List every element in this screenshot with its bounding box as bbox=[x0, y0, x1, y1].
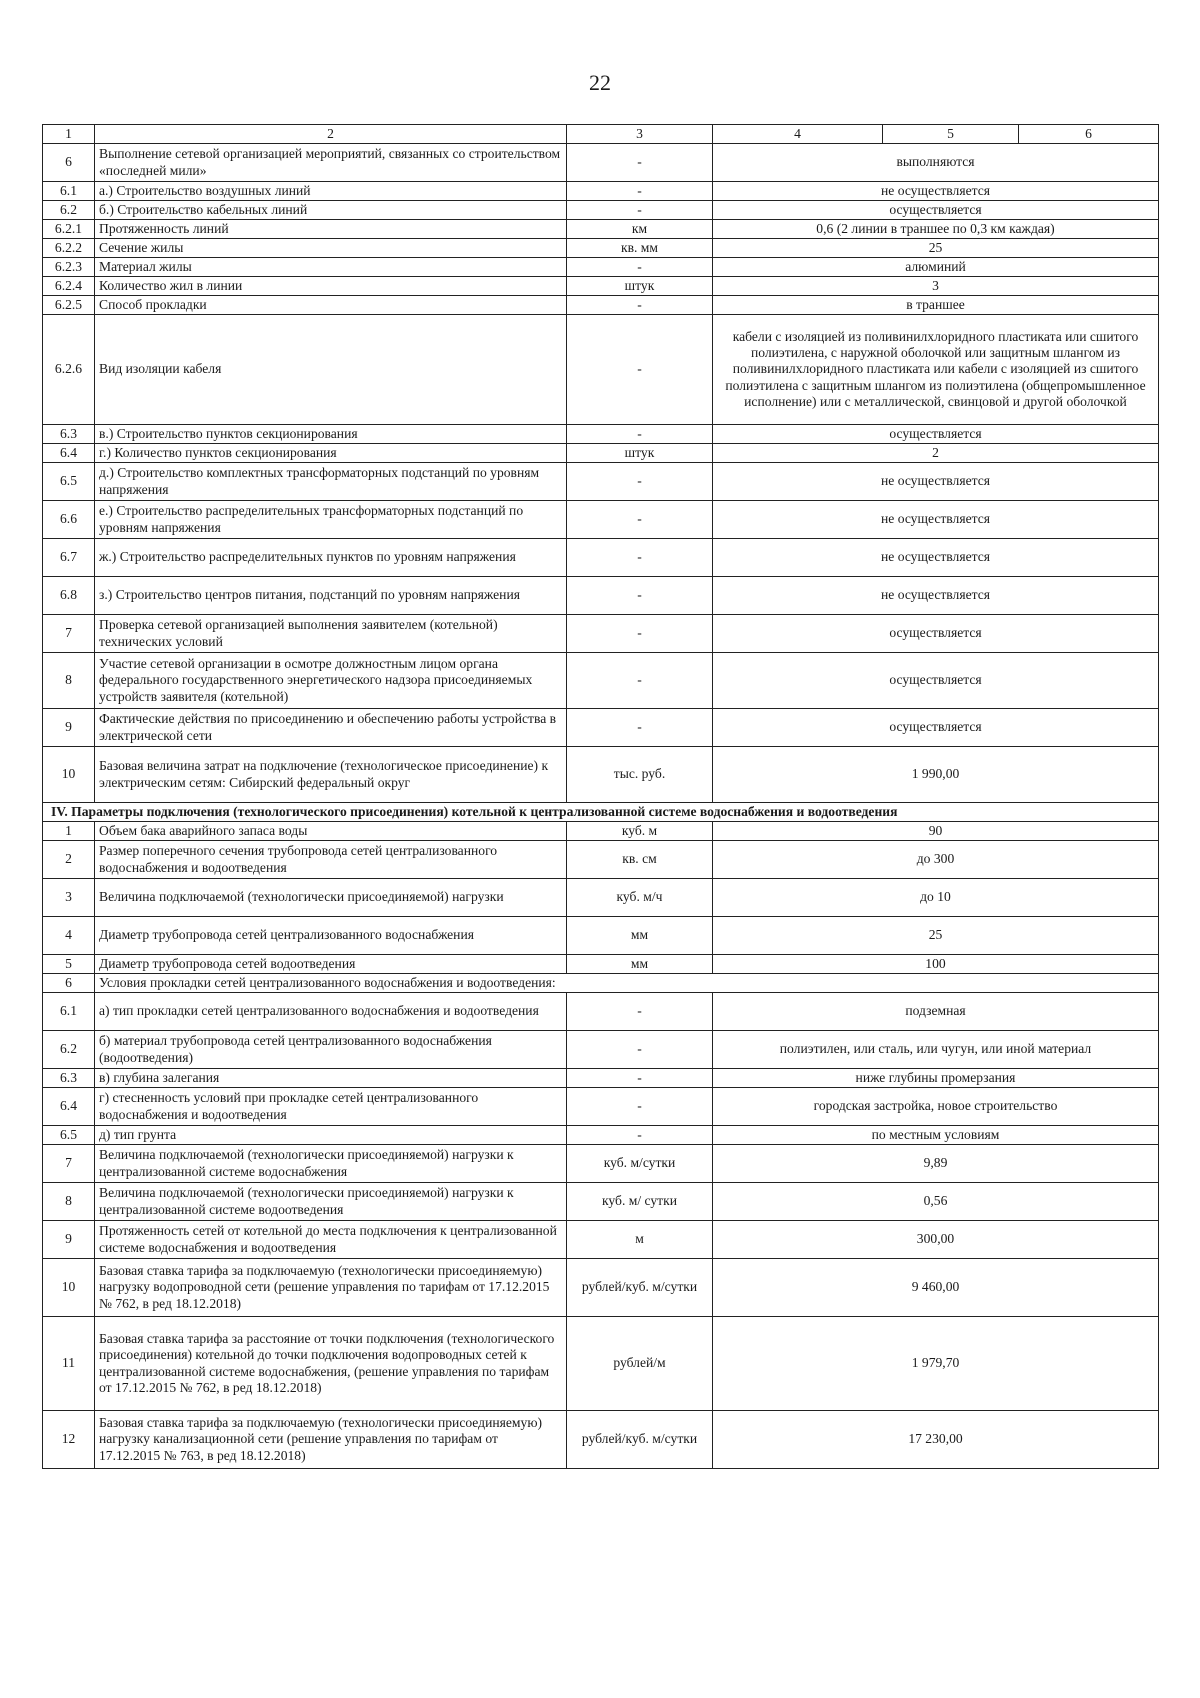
row-value: 25 bbox=[713, 917, 1159, 955]
row-number: 6.2.1 bbox=[43, 220, 95, 239]
row-value: 100 bbox=[713, 955, 1159, 974]
row-description: Диаметр трубопровода сетей централизованного водоснабжения bbox=[95, 917, 567, 955]
row-number: 6.8 bbox=[43, 577, 95, 615]
row-number: 6.6 bbox=[43, 501, 95, 539]
row-description: Величина подключаемой (технологически присоединяемой) нагрузки bbox=[95, 879, 567, 917]
row-description: б.) Строительство кабельных линий bbox=[95, 201, 567, 220]
row-description: Фактические действия по присоединению и обеспечению работы устройства в электрической сети bbox=[95, 709, 567, 747]
row-number: 9 bbox=[43, 1221, 95, 1259]
table-row bbox=[43, 296, 1159, 315]
table-row bbox=[43, 709, 1159, 747]
row-number: 7 bbox=[43, 1145, 95, 1183]
row-description: а) тип прокладки сетей централизованного водоснабжения и водоотведения bbox=[95, 993, 567, 1031]
row-number: 1 bbox=[43, 822, 95, 841]
section-header-row bbox=[43, 803, 1159, 822]
row-value: не осуществляется bbox=[713, 539, 1159, 577]
row-unit: - bbox=[567, 182, 713, 201]
row-unit: км bbox=[567, 220, 713, 239]
table-row bbox=[43, 277, 1159, 296]
header-row bbox=[43, 125, 1159, 144]
row-value: осуществляется bbox=[713, 615, 1159, 653]
row-number: 4 bbox=[43, 917, 95, 955]
row-description: Базовая ставка тарифа за подключаемую (технологически присоединяемую) нагрузку канализационной сети (решение управления по тарифам от 17.12.2015 № 763, в ред 18.12.2018) bbox=[95, 1411, 567, 1469]
row-description: д.) Строительство комплектных трансформаторных подстанций по уровням напряжения bbox=[95, 463, 567, 501]
row-unit: м bbox=[567, 1221, 713, 1259]
row-description: Базовая ставка тарифа за расстояние от точки подключения (технологического присоединения) котельной до точки подключения водопроводных сетей к централизованной системе водоснабжения, (решение управления по тарифам от 17.12.2015 № 762, в ред 18.12.2018) bbox=[95, 1317, 567, 1411]
row-unit: штук bbox=[567, 444, 713, 463]
row-description: е.) Строительство распределительных трансформаторных подстанций по уровням напряжения bbox=[95, 501, 567, 539]
row-description: Проверка сетевой организацией выполнения заявителем (котельной) технических условий bbox=[95, 615, 567, 653]
row-unit: - bbox=[567, 463, 713, 501]
row-description: Базовая ставка тарифа за подключаемую (технологически присоединяемую) нагрузку водопроводной сети (решение управления по тарифам от 17.12.2015 № 762, в ред 18.12.2018) bbox=[95, 1259, 567, 1317]
row-unit: - bbox=[567, 296, 713, 315]
row-number: 6.4 bbox=[43, 444, 95, 463]
row-unit: мм bbox=[567, 955, 713, 974]
row-unit: рублей/куб. м/сутки bbox=[567, 1411, 713, 1469]
row-value: подземная bbox=[713, 993, 1159, 1031]
header-cell: 6 bbox=[1019, 125, 1159, 144]
table-row bbox=[43, 239, 1159, 258]
row-unit: куб. м/сутки bbox=[567, 1145, 713, 1183]
row-unit: - bbox=[567, 577, 713, 615]
row-unit: - bbox=[567, 709, 713, 747]
row-number: 6.5 bbox=[43, 1126, 95, 1145]
row-value: в траншее bbox=[713, 296, 1159, 315]
row-value: алюминий bbox=[713, 258, 1159, 277]
table-row bbox=[43, 182, 1159, 201]
row-number: 6.7 bbox=[43, 539, 95, 577]
row-unit: - bbox=[567, 315, 713, 425]
row-unit: куб. м/ сутки bbox=[567, 1183, 713, 1221]
row-number: 12 bbox=[43, 1411, 95, 1469]
table-row bbox=[43, 444, 1159, 463]
table-row bbox=[43, 955, 1159, 974]
table-row bbox=[43, 1126, 1159, 1145]
row-unit: тыс. руб. bbox=[567, 747, 713, 803]
table-row bbox=[43, 539, 1159, 577]
row-unit: - bbox=[567, 1126, 713, 1145]
row-value: полиэтилен, или сталь, или чугун, или иной материал bbox=[713, 1031, 1159, 1069]
table-row bbox=[43, 1145, 1159, 1183]
table-row bbox=[43, 425, 1159, 444]
table-row bbox=[43, 822, 1159, 841]
header-cell: 2 bbox=[95, 125, 567, 144]
table-row bbox=[43, 1088, 1159, 1126]
row-value: до 300 bbox=[713, 841, 1159, 879]
row-value: не осуществляется bbox=[713, 182, 1159, 201]
row-description: Протяженность линий bbox=[95, 220, 567, 239]
row-number: 6.2 bbox=[43, 201, 95, 220]
row-description: в) глубина залегания bbox=[95, 1069, 567, 1088]
row-value: выполняются bbox=[713, 144, 1159, 182]
row-unit: - bbox=[567, 993, 713, 1031]
table-row bbox=[43, 879, 1159, 917]
section-title: IV. Параметры подключения (технологического присоединения) котельной к централизованной системе водоснабжения и водоотведения bbox=[43, 803, 1159, 822]
table-row bbox=[43, 993, 1159, 1031]
table-row bbox=[43, 501, 1159, 539]
row-description: Объем бака аварийного запаса воды bbox=[95, 822, 567, 841]
table-row bbox=[43, 1183, 1159, 1221]
row-unit: куб. м bbox=[567, 822, 713, 841]
header-cell: 5 bbox=[883, 125, 1019, 144]
row-number: 10 bbox=[43, 1259, 95, 1317]
row-unit: - bbox=[567, 653, 713, 709]
table-row bbox=[43, 1069, 1159, 1088]
row-description: г.) Количество пунктов секционирования bbox=[95, 444, 567, 463]
row-value: осуществляется bbox=[713, 709, 1159, 747]
row-description: г) стесненность условий при прокладке сетей централизованного водоснабжения и водоотведения bbox=[95, 1088, 567, 1126]
row-description: Сечение жилы bbox=[95, 239, 567, 258]
row-number: 7 bbox=[43, 615, 95, 653]
row-unit: - bbox=[567, 1031, 713, 1069]
row-value: 25 bbox=[713, 239, 1159, 258]
row-unit: штук bbox=[567, 277, 713, 296]
row-number: 10 bbox=[43, 747, 95, 803]
row-number: 6 bbox=[43, 144, 95, 182]
table-row bbox=[43, 577, 1159, 615]
row-unit: мм bbox=[567, 917, 713, 955]
row-description: д) тип грунта bbox=[95, 1126, 567, 1145]
row-value: 9 460,00 bbox=[713, 1259, 1159, 1317]
row-description: Величина подключаемой (технологически присоединяемой) нагрузки к централизованной системе водоотведения bbox=[95, 1183, 567, 1221]
row-description: Диаметр трубопровода сетей водоотведения bbox=[95, 955, 567, 974]
row-value: не осуществляется bbox=[713, 501, 1159, 539]
table-row bbox=[43, 1221, 1159, 1259]
row-number: 5 bbox=[43, 955, 95, 974]
row-unit: рублей/куб. м/сутки bbox=[567, 1259, 713, 1317]
table-row bbox=[43, 917, 1159, 955]
row-number: 6.2.4 bbox=[43, 277, 95, 296]
header-cell: 1 bbox=[43, 125, 95, 144]
table-row bbox=[43, 144, 1159, 182]
row-unit: кв. мм bbox=[567, 239, 713, 258]
row-description: Протяженность сетей от котельной до места подключения к централизованной системе водоснабжения и водоотведения bbox=[95, 1221, 567, 1259]
row-value: ниже глубины промерзания bbox=[713, 1069, 1159, 1088]
row-value: 0,56 bbox=[713, 1183, 1159, 1221]
row-number: 6.2.6 bbox=[43, 315, 95, 425]
row-value: 2 bbox=[713, 444, 1159, 463]
header-cell: 3 bbox=[567, 125, 713, 144]
row-value: по местным условиям bbox=[713, 1126, 1159, 1145]
row-number: 9 bbox=[43, 709, 95, 747]
table-row bbox=[43, 1031, 1159, 1069]
row-description: з.) Строительство центров питания, подстанций по уровням напряжения bbox=[95, 577, 567, 615]
row-description: Материал жилы bbox=[95, 258, 567, 277]
row-description: Выполнение сетевой организацией мероприятий, связанных со строительством «последней мили» bbox=[95, 144, 567, 182]
row-unit: - bbox=[567, 501, 713, 539]
table-row bbox=[43, 841, 1159, 879]
table-row bbox=[43, 1259, 1159, 1317]
row-unit: - bbox=[567, 258, 713, 277]
row-value: осуществляется bbox=[713, 653, 1159, 709]
row-number: 6.2.5 bbox=[43, 296, 95, 315]
row-value: 1 990,00 bbox=[713, 747, 1159, 803]
row-description: Участие сетевой организации в осмотре должностным лицом органа федерального государственного энергетического надзора присоединяемых устройств заявителя (котельной) bbox=[95, 653, 567, 709]
row-number: 6.1 bbox=[43, 182, 95, 201]
row-number: 11 bbox=[43, 1317, 95, 1411]
row-value: 17 230,00 bbox=[713, 1411, 1159, 1469]
row-description: Вид изоляции кабеля bbox=[95, 315, 567, 425]
row-number: 6.4 bbox=[43, 1088, 95, 1126]
row-number: 6 bbox=[43, 974, 95, 993]
row-description: а.) Строительство воздушных линий bbox=[95, 182, 567, 201]
row-number: 6.2.3 bbox=[43, 258, 95, 277]
table-row bbox=[43, 653, 1159, 709]
table-row bbox=[43, 315, 1159, 425]
row-value: осуществляется bbox=[713, 201, 1159, 220]
row-value: не осуществляется bbox=[713, 463, 1159, 501]
row-number: 6.2 bbox=[43, 1031, 95, 1069]
row-value: 3 bbox=[713, 277, 1159, 296]
row-value: 0,6 (2 линии в траншее по 0,3 км каждая) bbox=[713, 220, 1159, 239]
row-number: 6.3 bbox=[43, 425, 95, 444]
page-number: 22 bbox=[589, 70, 611, 95]
row-value: осуществляется bbox=[713, 425, 1159, 444]
row-description: ж.) Строительство распределительных пунктов по уровням напряжения bbox=[95, 539, 567, 577]
table-row bbox=[43, 1411, 1159, 1469]
row-description: Базовая величина затрат на подключение (технологическое присоединение) к электрическим сетям: Сибирский федеральный округ bbox=[95, 747, 567, 803]
row-description: Условия прокладки сетей централизованного водоснабжения и водоотведения: bbox=[95, 974, 1159, 993]
row-description: Способ прокладки bbox=[95, 296, 567, 315]
table-row bbox=[43, 201, 1159, 220]
row-description: Размер поперечного сечения трубопровода сетей централизованного водоснабжения и водоотведения bbox=[95, 841, 567, 879]
header-cell: 4 bbox=[713, 125, 883, 144]
row-number: 6.5 bbox=[43, 463, 95, 501]
row-unit: - bbox=[567, 201, 713, 220]
row-unit: - bbox=[567, 615, 713, 653]
row-description: б) материал трубопровода сетей централизованного водоснабжения (водоотведения) bbox=[95, 1031, 567, 1069]
row-number: 6.1 bbox=[43, 993, 95, 1031]
row-unit: - bbox=[567, 425, 713, 444]
row-number: 8 bbox=[43, 653, 95, 709]
table-row bbox=[43, 463, 1159, 501]
row-description: Величина подключаемой (технологически присоединяемой) нагрузки к централизованной системе водоснабжения bbox=[95, 1145, 567, 1183]
row-number: 2 bbox=[43, 841, 95, 879]
row-unit: - bbox=[567, 539, 713, 577]
row-unit: рублей/м bbox=[567, 1317, 713, 1411]
row-unit: - bbox=[567, 1088, 713, 1126]
table-row bbox=[43, 747, 1159, 803]
parameters-table bbox=[42, 124, 1159, 1469]
row-value: городская застройка, новое строительство bbox=[713, 1088, 1159, 1126]
table-row bbox=[43, 1317, 1159, 1411]
row-number: 3 bbox=[43, 879, 95, 917]
row-value: до 10 bbox=[713, 879, 1159, 917]
row-number: 8 bbox=[43, 1183, 95, 1221]
row-value: 300,00 bbox=[713, 1221, 1159, 1259]
table-row bbox=[43, 220, 1159, 239]
table-row bbox=[43, 258, 1159, 277]
row-number: 6.2.2 bbox=[43, 239, 95, 258]
row-description: в.) Строительство пунктов секционирования bbox=[95, 425, 567, 444]
row-unit: - bbox=[567, 1069, 713, 1088]
row-value: 9,89 bbox=[713, 1145, 1159, 1183]
row-value: 90 bbox=[713, 822, 1159, 841]
row-unit: кв. см bbox=[567, 841, 713, 879]
row-description: Количество жил в линии bbox=[95, 277, 567, 296]
row-value: не осуществляется bbox=[713, 577, 1159, 615]
row-value: 1 979,70 bbox=[713, 1317, 1159, 1411]
row-unit: - bbox=[567, 144, 713, 182]
table-row bbox=[43, 974, 1159, 993]
table-row bbox=[43, 615, 1159, 653]
row-unit: куб. м/ч bbox=[567, 879, 713, 917]
row-value: кабели с изоляцией из поливинилхлоридного пластиката или сшитого полиэтилена, с наружной оболочкой или защитным шлангом из поливинилхлоридного пластиката или кабели с изоляцией из сшитого полиэтилена с защитным шлангом из полиэтилена (общепромышленное исполнение) или с металлической, свинцовой и другой оболочкой bbox=[713, 315, 1159, 425]
row-number: 6.3 bbox=[43, 1069, 95, 1088]
